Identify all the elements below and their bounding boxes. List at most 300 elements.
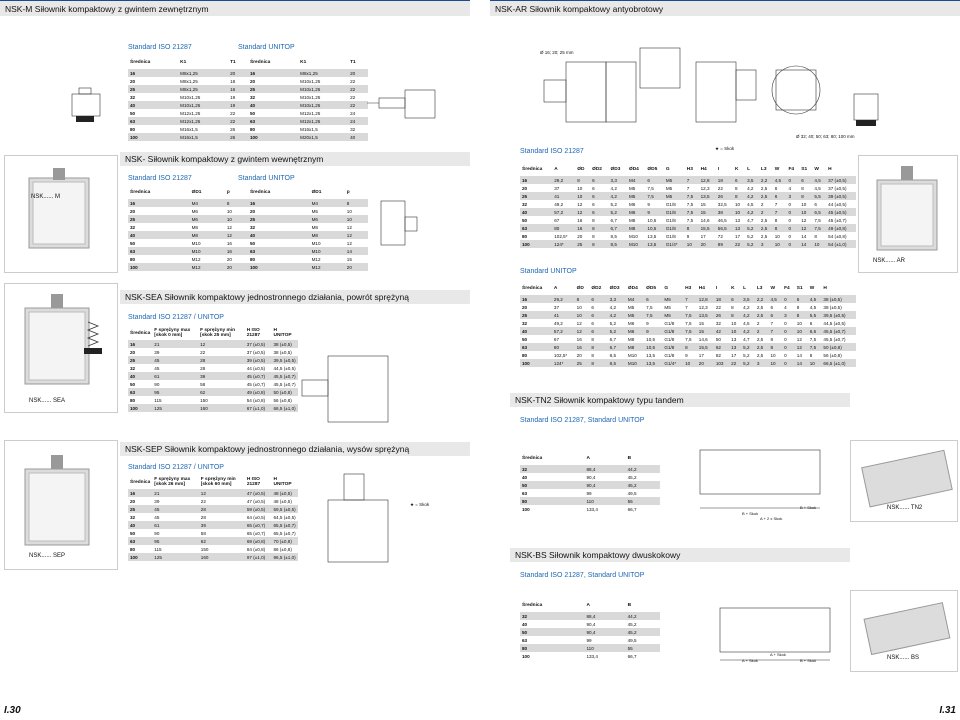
table-cell: 8	[592, 233, 595, 239]
table-cell: 29,2	[552, 295, 575, 303]
table-cell: 6	[729, 295, 741, 303]
sea-table	[128, 326, 298, 412]
table-cell: 7,5	[685, 336, 692, 342]
section-header-sea	[120, 290, 470, 304]
table-cell: 22	[230, 110, 236, 116]
table-cell: 95	[152, 537, 199, 545]
table-cell: M6	[628, 201, 636, 207]
table-cell: M5	[662, 295, 683, 303]
column-header: S1	[801, 166, 808, 172]
table-row	[128, 255, 368, 263]
table-cell: 62	[714, 343, 729, 351]
table-cell: 12,8	[699, 176, 716, 184]
table-cell: 39	[198, 372, 245, 380]
table-cell: M10	[191, 240, 201, 246]
table-row	[520, 311, 856, 319]
table-cell: 90,4	[586, 474, 596, 480]
column-header: L3	[760, 166, 767, 172]
table-cell: 102,5*	[553, 352, 568, 358]
table-row	[128, 529, 298, 537]
column-header: H	[823, 285, 827, 291]
table-cell: 37 (±0,5)	[245, 340, 272, 348]
table-cell: 15	[346, 256, 352, 262]
dimension-label: B + Skok	[742, 511, 759, 516]
table-cell: 20	[225, 263, 248, 271]
table-cell: M8x1,25	[178, 85, 228, 93]
table-cell: 133,4	[586, 653, 598, 659]
table-cell: 8	[770, 336, 774, 342]
column-header: G	[665, 166, 670, 172]
table-cell: 80	[130, 397, 136, 403]
table-cell: 50	[522, 336, 528, 342]
table-cell: 6,5	[812, 208, 826, 216]
table-cell: M5	[664, 176, 685, 184]
table-cell: 40	[520, 327, 552, 335]
table-cell: M8x1,25	[180, 78, 198, 84]
table-cell: 10,5	[645, 224, 663, 232]
table-cell: 70 (±0,8)	[272, 537, 299, 545]
table-cell: 44,2	[626, 612, 660, 620]
table-cell: M10x1,25	[178, 101, 228, 109]
table-cell: 2,5	[756, 336, 764, 342]
table-row	[128, 356, 298, 364]
table-cell: 8,5	[609, 352, 617, 358]
table-cell: 3,5	[745, 176, 759, 184]
table-cell: M5	[664, 192, 685, 200]
column-header: Średnica	[130, 59, 151, 65]
table-cell: 95	[152, 388, 198, 396]
table-cell: 150	[200, 546, 209, 552]
table-cell: 45,2	[627, 621, 637, 627]
standard-label: Standard UNITOP	[520, 268, 577, 275]
table-cell: 9	[647, 201, 650, 207]
table-row	[128, 223, 368, 231]
bs-photo	[850, 590, 958, 672]
table-cell: 12	[799, 224, 812, 232]
table-cell: 86 (±0,8)	[273, 546, 292, 552]
table-cell: 5,2	[745, 224, 759, 232]
table-cell: 65 (±0,7)	[246, 530, 266, 536]
table-cell: 63	[128, 388, 152, 396]
sea-drawing	[300, 350, 405, 430]
table-cell: 6	[774, 185, 778, 191]
table-row	[520, 473, 660, 481]
table-cell: 3,3	[608, 295, 626, 303]
table-row	[520, 343, 856, 351]
table-cell: 45,5 (±0,7)	[273, 381, 296, 387]
table-cell: 20	[249, 208, 256, 214]
table-cell: M10x1,25	[298, 85, 348, 93]
table-cell: 6	[589, 295, 607, 303]
table-cell: 0	[786, 208, 799, 216]
table-row	[520, 295, 856, 303]
table-cell: 88,4	[584, 465, 625, 473]
table-cell: 12	[199, 489, 245, 497]
table-cell: 45,2	[626, 481, 660, 489]
table-row	[520, 497, 660, 505]
table-row	[520, 481, 660, 489]
table-cell: 67	[553, 336, 560, 342]
table-cell: 6	[768, 311, 782, 319]
table-cell: 115	[154, 397, 162, 403]
table-cell: 80	[522, 352, 528, 358]
table-cell: 20	[522, 185, 528, 191]
column-header: Średnica	[249, 59, 271, 65]
table-cell: 39 (±0,5)	[245, 356, 272, 364]
table-cell: 49,5	[627, 490, 637, 496]
column-header: ØD1	[311, 189, 322, 195]
table-cell: 0	[782, 295, 795, 303]
table-cell: 80	[130, 546, 136, 552]
table-cell: 24	[348, 117, 368, 125]
table-cell: M5	[662, 311, 683, 319]
table-cell: 58	[200, 530, 206, 536]
table-cell: 41	[552, 192, 575, 200]
table-cell: 40	[128, 231, 190, 239]
table-cell: 10	[812, 240, 826, 248]
table-cell: 12	[575, 208, 590, 216]
table-cell: 39,5 (±0,5)	[271, 356, 298, 364]
table-cell: 80	[552, 224, 575, 232]
table-cell: M8	[310, 231, 345, 239]
table-cell: 63	[128, 247, 190, 255]
table-cell: 16	[128, 69, 178, 77]
table-cell: M10x1,25	[298, 101, 348, 109]
table-cell: 7	[770, 320, 774, 326]
table-cell: 3	[782, 311, 795, 319]
table-cell: 32	[522, 320, 528, 326]
photo-label: NSK...... TN2	[887, 505, 923, 511]
table-cell: 38	[716, 208, 733, 216]
table-cell: 5,2	[610, 201, 617, 207]
table-cell: 5,2	[609, 208, 627, 216]
section-header-tn2	[510, 393, 850, 407]
table-cell: 12	[796, 336, 802, 342]
table-cell: 12	[226, 224, 232, 230]
table-cell: 7,5	[814, 217, 821, 223]
table-cell: M16x1,5	[300, 126, 318, 132]
sep-table	[128, 475, 298, 561]
table-cell: 18	[714, 295, 729, 303]
table-cell: 4,7	[743, 336, 750, 342]
table-cell: 100	[248, 263, 310, 271]
column-header: p	[346, 189, 350, 195]
table-cell: 7,5	[644, 311, 662, 319]
table-cell: 55	[626, 497, 660, 505]
table-cell: 10	[768, 359, 782, 367]
table-cell: M12x1,25	[300, 110, 321, 116]
table-cell: 0	[782, 343, 795, 351]
table-cell: 103	[714, 359, 729, 367]
table-cell: 47 (±0,5)	[246, 498, 266, 504]
table-cell: 28	[200, 365, 206, 371]
column-header: F sprężyny min [skok 25 mm]	[200, 328, 236, 338]
table-cell: 0	[786, 224, 799, 232]
table-cell: 13,5	[646, 352, 656, 358]
table-cell: 39 (±0,5)	[826, 192, 856, 200]
table-cell: 4,2	[743, 304, 750, 310]
table-cell: 2,5	[759, 192, 773, 200]
column-header: ØD5	[647, 166, 658, 172]
table-cell: 13	[729, 343, 741, 351]
photo-label: NSK...... AR	[873, 258, 906, 264]
table-row	[520, 200, 856, 208]
table-cell: M8	[311, 224, 318, 230]
table-cell: 10	[226, 208, 232, 214]
table-cell: 8	[734, 185, 738, 191]
table-cell: 7,5	[808, 343, 822, 351]
table-cell: 22	[717, 185, 723, 191]
table-cell: 2,5	[755, 343, 769, 351]
table-cell: 0	[788, 233, 792, 239]
table-cell: 21	[152, 489, 199, 497]
dimension-label: A + Skok	[742, 658, 758, 663]
table-cell: 10	[729, 327, 741, 335]
table-cell: 10	[575, 192, 590, 200]
table-cell: 2	[756, 320, 760, 326]
sep-photo	[4, 440, 118, 570]
column-header: S1	[796, 285, 803, 291]
table-cell: 46,5	[717, 217, 727, 223]
table-cell: 20	[130, 208, 136, 214]
table-cell: M6	[190, 215, 225, 223]
table-cell: 32	[130, 94, 136, 100]
table-cell: 80	[552, 343, 575, 351]
column-header: Średnica	[130, 189, 151, 195]
table-row	[520, 240, 856, 248]
table-cell: 44 (±0,5)	[828, 201, 847, 207]
table-cell: 16	[248, 199, 310, 207]
column-header: G	[664, 285, 669, 291]
table-cell: 25	[128, 505, 152, 513]
table-row	[128, 239, 368, 247]
table-cell: 15,5	[699, 224, 716, 232]
table-cell: 10	[808, 359, 822, 367]
table-cell: 32	[249, 224, 256, 230]
table-cell: 38 (±0,5)	[821, 295, 856, 303]
sea-spring-icon	[78, 318, 108, 358]
table-cell: 8	[796, 304, 800, 310]
table-cell: 32	[520, 612, 584, 620]
table-cell: 4,5	[809, 304, 817, 310]
table-cell: 56,5	[716, 224, 733, 232]
table-cell: 8,5	[609, 240, 627, 248]
table-cell: 13	[733, 224, 745, 232]
table-cell: 16	[575, 224, 590, 232]
table-row	[128, 263, 368, 271]
table-cell: 54 (±1,0)	[826, 240, 856, 248]
column-header: F sprężyny min [skok 60 mm]	[200, 477, 236, 487]
table-cell: 100	[520, 240, 552, 248]
table-row	[128, 69, 368, 77]
table-cell: M10	[628, 233, 638, 239]
table-cell: 37 (±0,5)	[246, 349, 266, 355]
table-cell: 15	[697, 327, 714, 335]
table-cell: 28	[200, 514, 206, 520]
tn2-photo	[850, 440, 958, 522]
dimension-label: B + Skok	[800, 505, 817, 510]
table-cell: 10	[575, 311, 590, 319]
table-cell: 69 (±0,8)	[245, 537, 272, 545]
table-cell: 8	[591, 336, 594, 342]
table-cell: 37 (±0,5)	[828, 185, 847, 191]
table-cell: 50	[522, 217, 528, 223]
table-cell: 24	[350, 110, 356, 116]
table-cell: 40	[522, 474, 528, 480]
column-header: I	[715, 285, 718, 291]
table-cell: 89	[716, 240, 733, 248]
table-cell: 80	[130, 126, 136, 132]
table-cell: 8,5	[610, 233, 617, 239]
table-cell: 8	[683, 343, 697, 351]
table-cell: 10,5	[647, 217, 657, 223]
table-cell: 8	[801, 185, 804, 191]
table-cell: 8	[809, 352, 813, 358]
table-cell: 37 (±0,5)	[826, 176, 856, 184]
table-cell: 10	[731, 320, 737, 326]
table-row	[520, 192, 856, 200]
table-cell: M5	[626, 311, 644, 319]
table-row	[520, 184, 856, 192]
table-cell: 15	[698, 320, 704, 326]
table-cell: 44,2	[626, 465, 660, 473]
standard-label: Standard UNITOP	[238, 175, 295, 182]
table-cell: 9	[646, 320, 649, 326]
table-cell: 8	[731, 304, 734, 310]
page-number: I.31	[939, 705, 956, 716]
table-cell: 14	[795, 359, 808, 367]
table-cell: 16	[520, 295, 552, 303]
table-cell: 32	[249, 94, 256, 100]
table-cell: 16	[226, 240, 232, 246]
column-header: H UNITOP	[273, 328, 292, 338]
table-row	[520, 351, 856, 359]
table-cell: 5,5	[808, 311, 822, 319]
column-header: W	[770, 285, 775, 291]
column-header: K	[734, 166, 739, 172]
table-cell: M5	[664, 304, 671, 310]
table-cell: 7	[774, 201, 778, 207]
table-cell: 20	[576, 352, 582, 358]
table-cell: 66,5 (±1,0)	[821, 359, 856, 367]
table-row	[128, 489, 298, 497]
column-header: K	[731, 285, 735, 291]
table-cell: 12	[345, 231, 368, 239]
table-cell: 3,3	[609, 176, 627, 184]
table-cell: 6	[590, 176, 608, 184]
table-cell: 6	[644, 295, 662, 303]
table-cell: 26	[714, 311, 729, 319]
table-cell: 13,5	[699, 192, 716, 200]
table-cell: 45,5 (±0,7)	[823, 336, 846, 342]
column-header: p	[226, 189, 230, 195]
table-cell: 10	[799, 208, 812, 216]
table-cell: 80	[249, 256, 256, 262]
table-cell: 12	[346, 240, 352, 246]
table-cell: 32	[522, 201, 528, 207]
table-cell: 41	[552, 311, 575, 319]
table-cell: 80	[249, 126, 256, 132]
table-cell: 13,5	[644, 359, 662, 367]
table-cell: 25	[520, 311, 552, 319]
column-header: Średnica	[130, 479, 151, 485]
table-cell: 63	[520, 224, 552, 232]
table-row	[128, 497, 298, 505]
table-cell: 49 (±0,8)	[245, 388, 272, 396]
table-row	[128, 505, 298, 513]
table-cell: 4,2	[608, 311, 626, 319]
table-cell: 10	[796, 320, 802, 326]
nsk-m-table	[128, 55, 368, 141]
section-header-bs	[510, 548, 850, 562]
table-cell: 90,4	[586, 621, 596, 627]
table-cell: 20	[130, 498, 136, 504]
dimension-label: B + Skok	[800, 658, 817, 663]
table-cell: 57,2	[552, 208, 575, 216]
table-cell: 56 (±0,8)	[823, 352, 842, 358]
table-cell: 110	[584, 497, 625, 505]
column-header: H ISO 21287	[246, 328, 261, 338]
table-row	[520, 359, 856, 367]
table-cell: 40	[248, 101, 298, 109]
table-cell: M5	[627, 192, 645, 200]
table-cell: 55	[626, 644, 660, 652]
table-cell: 8	[773, 224, 787, 232]
table-cell: 4,2	[609, 304, 617, 310]
table-cell: 20	[130, 349, 136, 355]
table-row	[520, 216, 856, 224]
table-cell: 84 (±0,8)	[246, 546, 266, 552]
section-title: NSK-AR Siłownik kompaktowy antyobrotowy	[495, 4, 664, 14]
table-cell: 6	[645, 176, 663, 184]
table-cell: 47 (±0,5)	[245, 489, 272, 497]
table-cell: 3,5	[741, 295, 755, 303]
table-cell: M6	[191, 208, 198, 214]
diameter-note: Ø 16; 20; 25 mm	[540, 50, 574, 55]
table-cell: 2,5	[759, 224, 773, 232]
table-cell: 4,2	[745, 192, 759, 200]
column-header: B	[627, 455, 632, 461]
table-cell: 32	[715, 320, 721, 326]
table-cell: 7,5	[685, 320, 692, 326]
column-header: W	[809, 285, 815, 291]
table-cell: 6	[733, 176, 745, 184]
stroke-note: ★ = Skok	[715, 146, 735, 151]
table-cell: 50	[130, 110, 136, 116]
table-cell: M4	[310, 199, 345, 207]
table-cell: 38 (±0,5)	[271, 340, 298, 348]
table-cell: M8	[628, 217, 636, 223]
table-cell: 8	[733, 192, 745, 200]
table-cell: 102,5*	[554, 233, 568, 239]
table-cell: 0	[784, 320, 787, 326]
table-cell: 7,5	[645, 192, 663, 200]
table-cell: 20	[697, 359, 714, 367]
table-cell: 4,5	[808, 295, 822, 303]
table-cell: 22	[733, 240, 745, 248]
table-cell: 4,2	[741, 311, 755, 319]
table-cell: 9	[644, 327, 662, 335]
column-header: H3	[686, 166, 693, 172]
table-cell: 2	[755, 327, 769, 335]
table-cell: 19	[228, 101, 248, 109]
column-header: H3	[685, 285, 692, 291]
table-cell: 6	[799, 176, 812, 184]
table-cell: 8	[814, 233, 817, 239]
table-row	[520, 232, 856, 240]
section-header-ar	[490, 0, 960, 16]
table-cell: 4,5	[743, 320, 750, 326]
